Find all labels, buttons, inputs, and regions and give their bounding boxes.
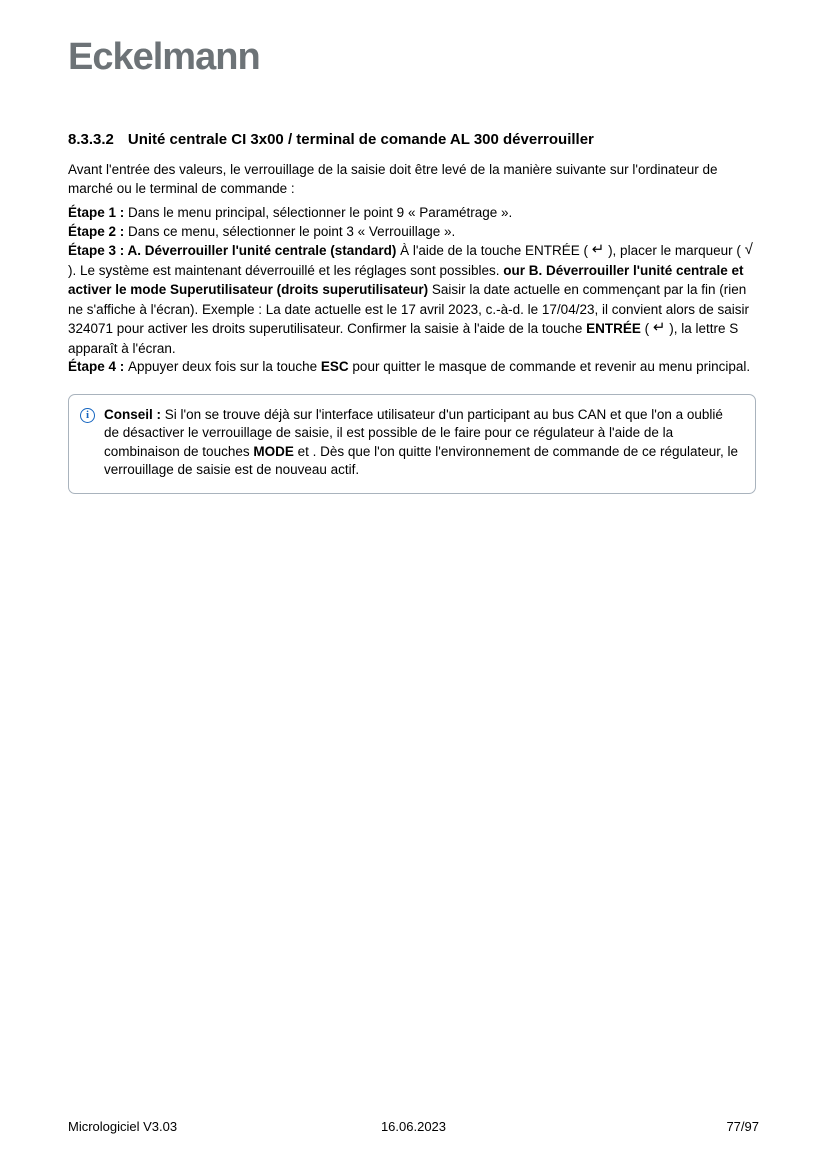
footer-firmware-version: Micrologiciel V3.03	[68, 1119, 178, 1134]
intro-paragraph: Avant l'entrée des valeurs, le verrouillage de la saisie doit être levé de la manière suivante sur l'ordinateur de marché ou le terminal de commande :	[68, 162, 718, 196]
section-heading	[68, 131, 759, 148]
eckelmann-logo: Eckelmann	[68, 36, 260, 78]
step-3-paragraph: Étape 3 : A. Déverrouiller l'unité centrale (standard) À l'aide de la touche ENTRÉE ( ↵ ), placer le marqueur ( √ ). Le système est maintenant déverrouillé et les réglages sont possibles. our B. Déverrouiller l'unité centrale et activer le mode Superutilisateur (droits superutilisateur) Saisir la date actuelle en commençant par la fin (rien ne s'affiche à l'écran). Exemple : La date actuelle est le 17 avril 2023, c.-à-d. le 17/04/23, il convient alors de saisir 324071 pour activer les droits superutilisateur. Confirmer la saisie à l'aide de la touche ENTRÉE ( ↵ ), la lettre S apparaît à l'écran.	[68, 241, 753, 356]
step-4-paragraph: Étape 4 : Appuyer deux fois sur la touche ESC pour quitter le masque de commande et revenir au menu principal.	[68, 359, 751, 374]
step-1-paragraph: Étape 1 : Dans le menu principal, sélectionner le point 9 « Paramétrage ».	[68, 205, 513, 220]
footer-page-number: 77/97	[726, 1119, 759, 1134]
section-number: 8.3.3.2	[68, 131, 114, 148]
step-2-paragraph: Étape 2 : Dans ce menu, sélectionner le point 3 « Verrouillage ».	[68, 223, 456, 239]
page-content	[68, 131, 759, 494]
tip-text: Conseil : Si l'on se trouve déjà sur l'interface utilisateur d'un participant au bus CAN et que l'on a oublié de désactiver le verrouillage de saisie, il est possible de le faire pour ce régulateur à l'aide de la combinaison de touches MODE et . Dès que l'on quitte l'environnement de commande de ce régulateur, le verrouillage de saisie est de nouveau actif.	[104, 406, 739, 477]
info-icon: i	[80, 408, 95, 423]
page-footer	[68, 1119, 759, 1134]
footer-date: 16.06.2023	[380, 1119, 447, 1134]
tip-box	[68, 394, 756, 494]
section-title: Unité centrale CI 3x00 / terminal de comande AL 300 déverrouiller	[127, 131, 594, 148]
